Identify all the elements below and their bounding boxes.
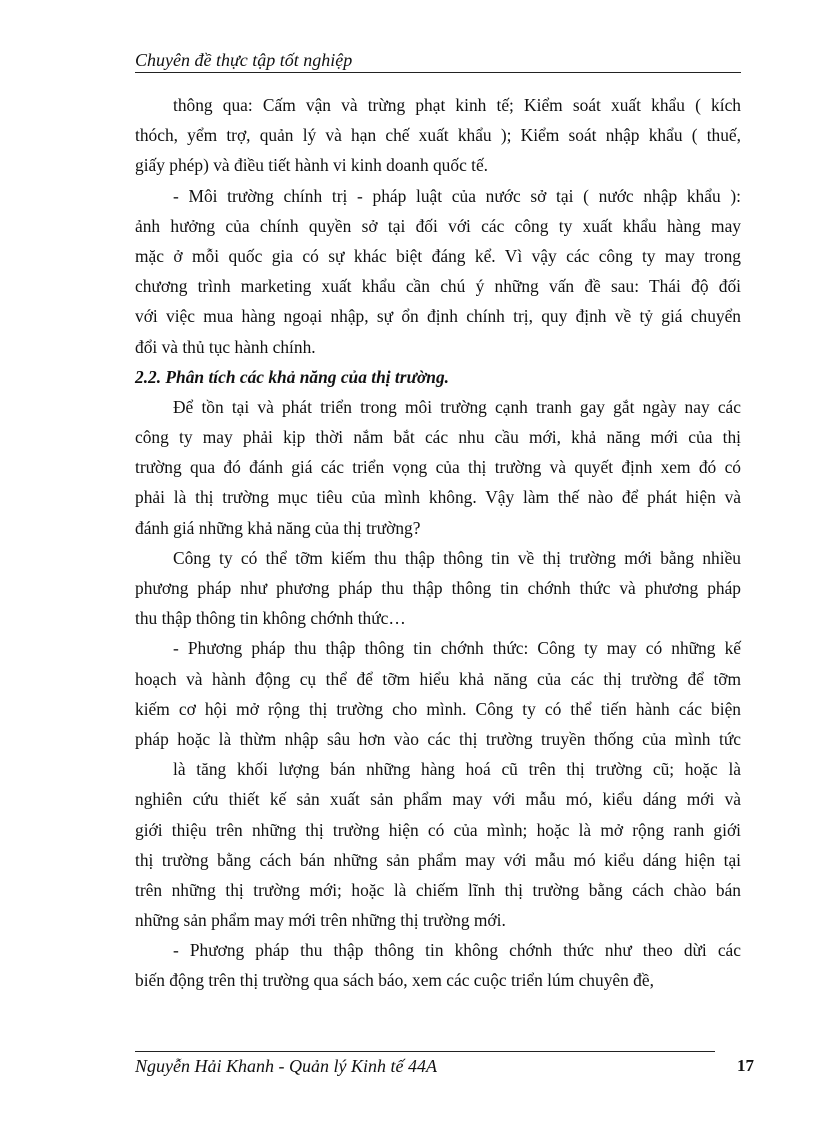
paragraph-5 — [135, 633, 741, 754]
text-line: pháp hoặc là thừm nhập sâu hơn vào các thị trường truyền thống của mình tức — [135, 728, 741, 749]
text-line: thu thập thông tin không chớnh thức… — [135, 608, 406, 629]
text-line: chương trình marketing xuất khẩu cần chú ý những vấn đề sau: Thái độ đối — [135, 276, 741, 297]
text-line: thị trường bằng cách bán những sản phẩm may với mẫu mó kiểu dáng hiện tại — [135, 849, 741, 870]
text-line: - Phương pháp thu thập thông tin chớnh thức: Công ty may có những kế — [173, 638, 741, 659]
text-line: giấy phép) và điều tiết hành vi kinh doanh quốc tế. — [135, 155, 489, 176]
text-line: trường qua đó đánh giá các triển vọng của thị trường và quyết định xem đó có — [135, 457, 741, 478]
text-line: kiếm cơ hội mở rộng thị trường cho mình. Công ty có thể tiến hành các biện — [135, 698, 741, 719]
page-number: 17 — [737, 1056, 754, 1075]
footer-author: Nguyễn Hải Khanh - Quản lý Kinh tế 44A — [135, 1056, 437, 1076]
text-line: ảnh hưởng của chính quyền sở tại đối với các công ty xuất khẩu hàng may — [135, 215, 741, 236]
section-heading: 2.2. Phân tích các khả năng của thị trường. — [135, 366, 449, 387]
text-line: mặc ở mỗi quốc gia có sự khác biệt đáng kể. Vì vậy các công ty may trong — [135, 245, 741, 266]
text-line: trên những thị trường mới; hoặc là chiếm lĩnh thị trường bằng cách chào bán — [135, 879, 741, 900]
paragraph-4 — [135, 543, 741, 634]
text-line: biến động trên thị trường qua sách báo, xem các cuộc triển lúm chuyên đề, — [135, 970, 654, 991]
text-line: công ty may phải kịp thời nắm bắt các nhu cầu mới, khả năng mới của thị — [135, 427, 741, 448]
text-line: thông qua: Cấm vận và trừng phạt kinh tế; Kiểm soát xuất khẩu ( kích — [173, 95, 741, 115]
text-line: nghiên cứu thiết kế sản xuất sản phẩm may với mẫu mó, kiểu dáng mới và — [135, 789, 741, 810]
paragraph-1 — [135, 90, 741, 181]
text-line: hoạch và hành động cụ thể để tỡm hiểu khả năng của các thị trường để tỡm — [135, 668, 741, 689]
text-line: giới thiệu trên những thị trường hiện có của mình; hoặc là mở rộng ranh giới — [135, 819, 741, 840]
text-line: phải là thị trường mục tiêu của mình không. Vậy làm thế nào để phát hiện và — [135, 487, 741, 508]
paragraph-6 — [135, 754, 741, 935]
text-line: - Phương pháp thu thập thông tin không chớnh thức như theo dừi các — [173, 940, 741, 961]
footer-divider — [135, 1051, 715, 1052]
text-line: Công ty có thể tỡm kiếm thu thập thông tin về thị trường mới bằng nhiều — [173, 547, 741, 568]
text-line: là tăng khối lượng bán những hàng hoá cũ trên thị trường cũ; hoặc là — [173, 759, 741, 780]
paragraph-3 — [135, 392, 741, 543]
text-line: đổi và thủ tục hành chính. — [135, 336, 316, 357]
text-line: Để tồn tại và phát triển trong môi trường cạnh tranh gay gắt ngày nay các — [173, 396, 741, 417]
text-line: phương pháp như phương pháp thu thập thông tin chớnh thức và phương pháp — [135, 578, 741, 598]
header-divider — [135, 72, 741, 73]
text-line: với việc mua hàng ngoại nhập, sự ổn định chính trị, quy định về tỷ giá chuyển — [135, 306, 741, 327]
page-header-title: Chuyên đề thực tập tốt nghiệp — [135, 50, 353, 70]
text-line: đánh giá những khả năng của thị trường? — [135, 517, 421, 538]
text-line: - Môi trường chính trị - pháp luật của nước sở tại ( nước nhập khẩu ): — [173, 185, 741, 206]
paragraph-2 — [135, 181, 741, 362]
text-line: những sản phẩm may mới trên những thị trường mới. — [135, 910, 506, 931]
paragraph-7 — [135, 935, 741, 995]
text-line: thóch, yểm trợ, quản lý và hạn chế xuất khẩu ); Kiểm soát nhập khẩu ( thuế, — [135, 125, 741, 146]
page-body — [135, 90, 741, 996]
